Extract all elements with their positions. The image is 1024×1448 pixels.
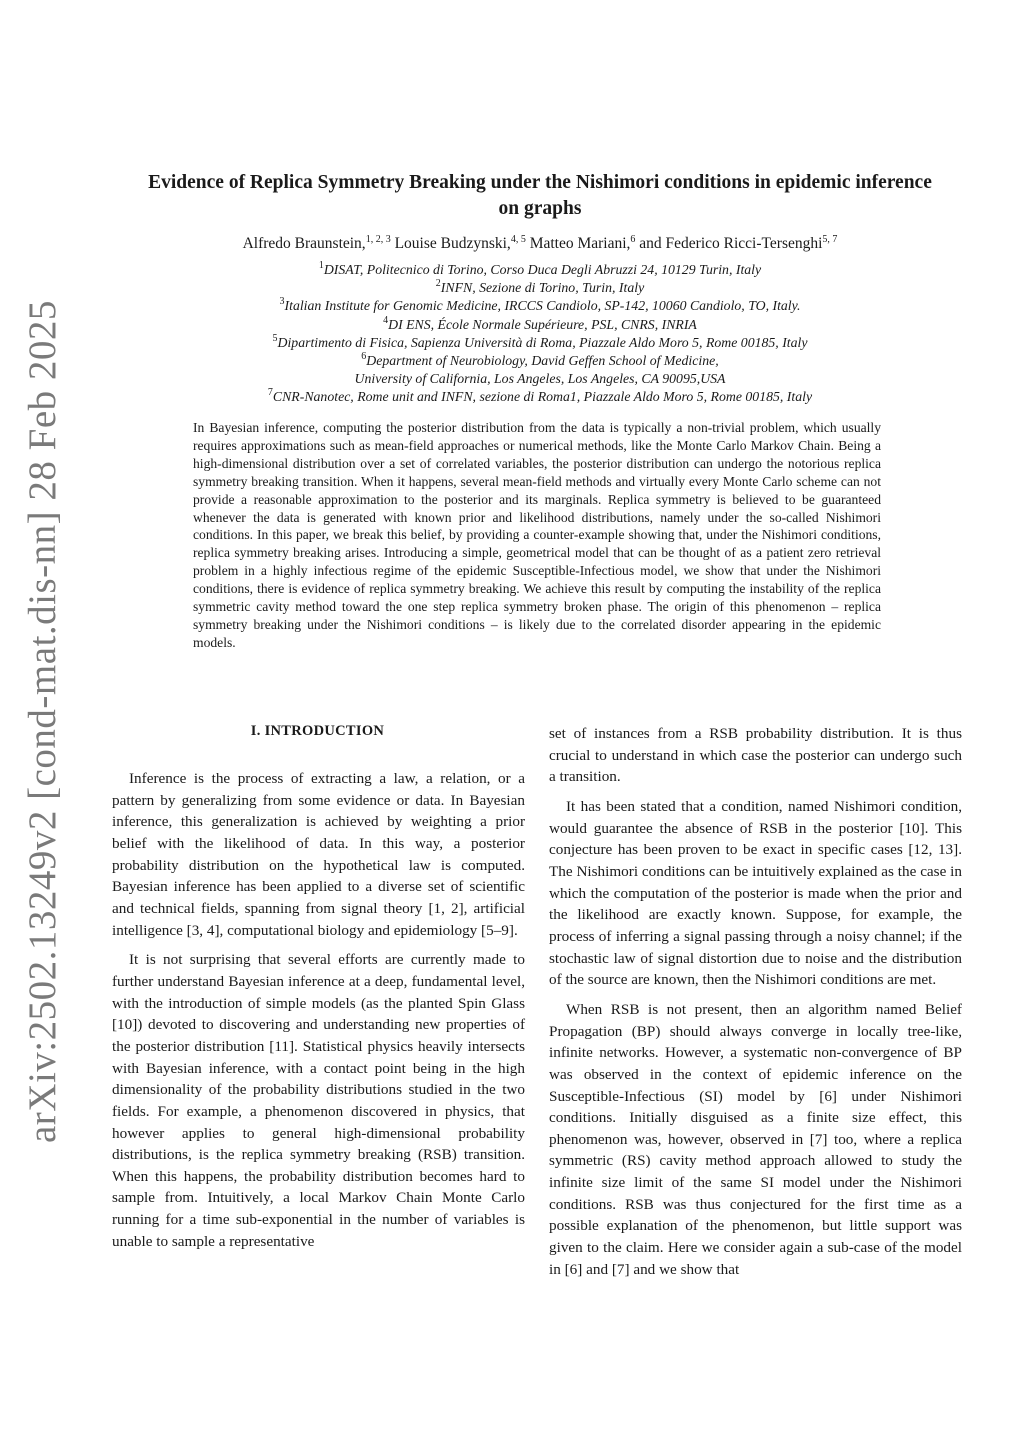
- affiliation: $^3$Italian Institute for Genomic Medicine, IRCCS Candiolo, SP-142, 10060 Candiolo, TO, Italy.: [279, 296, 801, 314]
- affiliation: University of California, Los Angeles, Los Angeles, CA 90095,USA: [354, 371, 726, 387]
- affiliation: $^5$Dipartimento di Fisica, Sapienza Università di Roma, Piazzale Aldo Moro 5, Rome 00185, Italy: [272, 332, 808, 350]
- author: Matteo Mariani,$^6$: [529, 234, 636, 252]
- left-column: [112, 768, 525, 1260]
- section-heading: I. INTRODUCTION: [250, 723, 385, 739]
- right-column: [549, 723, 962, 1288]
- author: Louise Budzynski,$^{4, 5}$: [394, 234, 526, 252]
- author: Alfredo Braunstein,$^{1, 2, 3}$: [242, 234, 391, 252]
- affiliation: $^2$INFN, Sezione di Torino, Turin, Italy: [435, 278, 645, 296]
- paragraph: It has been stated that a condition, named Nishimori condition, would guarantee the absence of RSB in the posterior [10]. This conjecture has been proven to be exact in specific cases [12, 13]. The Nishimori conditions can be intuitively explained as the case in which the computation of the posterior is made when the prior and the likelihood are exactly known. Suppose, for example, the process of inferring a signal passing through a noisy channel; if the stochastic law of signal distortion due to noise and the distribution of the source are known, then the Nishimori conditions are met.: [549, 797, 962, 989]
- affiliation: $^7$CNR-Nanotec, Rome unit and INFN, sezione di Roma1, Piazzale Aldo Moro 5, Rome 00185, Italy: [267, 387, 813, 405]
- paragraph: It is not surprising that several efforts are currently made to further understand Bayesian inference at a deep, fundamental level, with the introduction of simple models (as the planted Spin Glass [10]) devoted to discovering and understanding new properties of the posterior distribution [11]. Statistical physics heavily intersects with Bayesian inference, with a contact point being in the high dimensionality of the probability distributions studied in the two fields. For example, a phenomenon discovered in physics, that however applies to general high-dimensional probability distributions, is the replica symmetry breaking (RSB) transition. When this happens, the probability distribution becomes hard to sample from. Intuitively, a local Markov Chain Monte Carlo running for a time sub-exponential in the number of variables is unable to sample a representative: [112, 951, 525, 1250]
- paragraph: Inference is the process of extracting a law, a relation, or a pattern by generalizing from some evidence or data. In Bayesian inference, this generalization is achieved by weighting a prior belief with the likelihood of data. In this way, a posterior probability distribution on the hypothetical law is computed. Bayesian inference has been applied to a diverse set of scientific and technical fields, spanning from signal theory [1, 2], artificial intelligence [3, 4], computational biology and epidemiology [5–9].: [112, 770, 525, 939]
- affiliation: $^1$DISAT, Politecnico di Torino, Corso Duca Degli Abruzzi 24, 10129 Turin, Italy: [318, 260, 762, 277]
- abstract: In Bayesian inference, computing the posterior distribution from the data is typically a non-trivial problem, which usually requires approximations such as mean-field approaches or numerical methods, like the Monte Carlo Markov Chain. Being a high-dimensional distribution over a set of correlated variables, the posterior distribution can undergo the notorious replica symmetry breaking transition. When it happens, several mean-field methods and virtually every Monte Carlo scheme can not provide a reasonable approximation to the posterior and its marginals. Replica symmetry is believed to be guaranteed whenever the data is generated with known prior and likelihood distributions, namely under the so-called Nishimori conditions. In this paper, we break this belief, by providing a counter-example showing that, under the Nishimori conditions, replica symmetry breaking arises. Introducing a simple, geometrical model that can be thought of as a patient zero retrieval problem in a highly infectious regime of the epidemic Susceptible-Infectious model, we show that under the Nishimori conditions, there is evidence of replica symmetry breaking. We achieve this result by computing the instability of the replica symmetric cavity method toward the one step replica symmetry broken phase. The origin of this phenomenon – replica symmetry breaking under the Nishimori conditions – is likely due to the correlated disorder appearing in the epidemic models.: [193, 420, 881, 650]
- paper-title: Evidence of Replica Symmetry Breaking under the Nishimori conditions in epidemic inference on graphs: [148, 172, 932, 219]
- affiliation: $^4$DI ENS, École Normale Supérieure, PSL, CNRS, INRIA: [383, 314, 697, 332]
- affiliations: [130, 261, 950, 407]
- author: and Federico Ricci-Tersenghi$^{5, 7}$: [639, 234, 838, 252]
- paragraph: When RSB is not present, then an algorithm named Belief Propagation (BP) should always converge in locally tree-like, infinite networks. However, a systematic non-convergence of BP was observed in the context of epidemic inference on the Susceptible-Infectious (SI) model by [6] under Nishimori conditions. Initially disguised as a finite size effect, this phenomenon was, however, observed in [7] too, where a replica symmetric (RS) cavity method approach allowed to study the infinite size limit of the same SI model under the Nishimori conditions. RSB was thus conjectured for the first time as a possible explanation of the phenomenon, but little support was given to the claim. Here we consider again a sub-case of the model in [6] and [7] and we show that: [549, 1000, 962, 1278]
- affiliation: $^6$Department of Neurobiology, David Geffen School of Medicine,: [361, 351, 719, 369]
- paragraph: set of instances from a RSB probability distribution. It is thus crucial to understand in which case the posterior can undergo such a transition.: [549, 725, 962, 786]
- arxiv-identifier: arXiv:2502.13249v2 [cond-mat.dis-nn] 28 Feb 2025: [21, 300, 64, 1143]
- author-list: [130, 235, 950, 253]
